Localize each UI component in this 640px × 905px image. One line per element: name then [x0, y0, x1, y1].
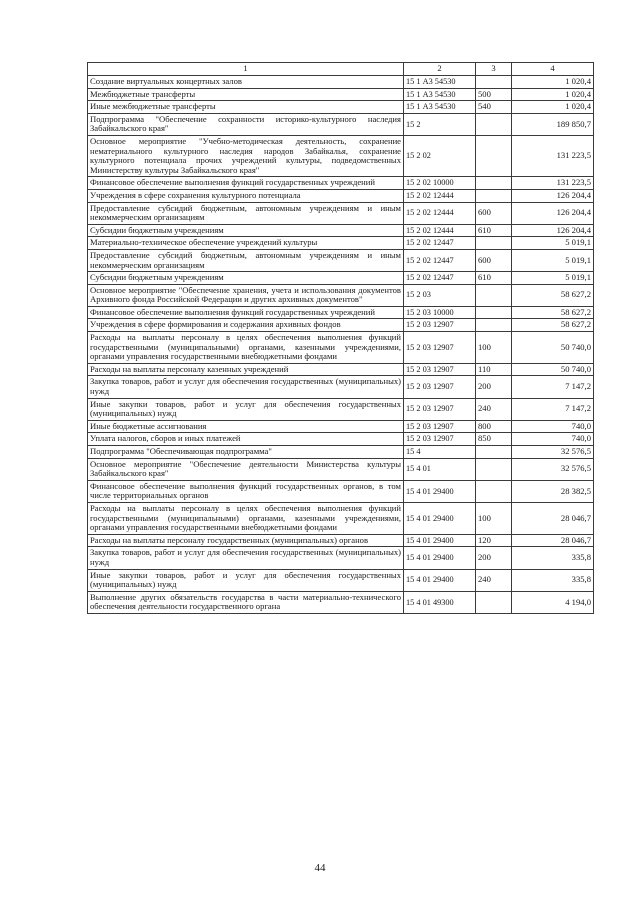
row-name-cell: Основное мероприятие "Обеспечение хранения, учета и использования документов Архивного фонда Российской Федерации и других архивных документов" — [88, 284, 404, 306]
row-expense-type-cell: 610 — [476, 272, 512, 285]
row-amount-cell: 5 019,1 — [512, 272, 594, 285]
row-expense-type-cell — [476, 76, 512, 89]
row-amount-cell: 1 020,4 — [512, 101, 594, 114]
row-name-cell: Предоставление субсидий бюджетным, автономным учреждениям и иным некоммерческим организациям — [88, 202, 404, 224]
table-row — [88, 569, 594, 591]
row-code-cell: 15 2 02 12444 — [404, 202, 476, 224]
table-row — [88, 88, 594, 101]
row-name-cell: Финансовое обеспечение выполнения функций государственных органов, в том числе территориальных органов — [88, 480, 404, 502]
row-code-cell: 15 2 02 12447 — [404, 249, 476, 271]
budget-table-body — [88, 63, 594, 614]
table-row — [88, 376, 594, 398]
header-col-name: 1 — [88, 63, 404, 76]
table-row — [88, 398, 594, 420]
row-code-cell: 15 2 03 12907 — [404, 332, 476, 364]
table-row — [88, 446, 594, 459]
row-expense-type-cell — [476, 284, 512, 306]
row-amount-cell: 58 627,2 — [512, 284, 594, 306]
row-code-cell: 15 2 03 12907 — [404, 363, 476, 376]
row-code-cell: 15 2 02 — [404, 135, 476, 176]
table-row — [88, 224, 594, 237]
row-code-cell: 15 4 01 49300 — [404, 591, 476, 613]
row-name-cell: Иные закупки товаров, работ и услуг для обеспечения государственных (муниципальных) нужд — [88, 398, 404, 420]
row-expense-type-cell: 240 — [476, 569, 512, 591]
row-amount-cell: 126 204,4 — [512, 224, 594, 237]
row-code-cell: 15 1 А3 54530 — [404, 76, 476, 89]
row-expense-type-cell — [476, 458, 512, 480]
row-name-cell: Субсидии бюджетным учреждениям — [88, 224, 404, 237]
row-code-cell: 15 4 01 29400 — [404, 534, 476, 547]
row-name-cell: Финансовое обеспечение выполнения функций государственных учреждений — [88, 306, 404, 319]
row-code-cell: 15 4 01 29400 — [404, 547, 476, 569]
row-expense-type-cell: 100 — [476, 332, 512, 364]
header-col-vr: 3 — [476, 63, 512, 76]
row-expense-type-cell — [476, 591, 512, 613]
row-amount-cell: 126 204,4 — [512, 202, 594, 224]
row-expense-type-cell: 200 — [476, 376, 512, 398]
row-amount-cell: 58 627,2 — [512, 306, 594, 319]
table-row — [88, 189, 594, 202]
row-expense-type-cell — [476, 480, 512, 502]
row-amount-cell: 335,8 — [512, 547, 594, 569]
row-name-cell: Межбюджетные трансферты — [88, 88, 404, 101]
row-amount-cell: 189 850,7 — [512, 113, 594, 135]
row-amount-cell: 7 147,2 — [512, 376, 594, 398]
row-code-cell: 15 4 01 29400 — [404, 502, 476, 534]
row-expense-type-cell: 850 — [476, 433, 512, 446]
row-name-cell: Иные бюджетные ассигнования — [88, 420, 404, 433]
row-expense-type-cell — [476, 113, 512, 135]
row-amount-cell: 7 147,2 — [512, 398, 594, 420]
row-amount-cell: 32 576,5 — [512, 458, 594, 480]
row-amount-cell: 28 046,7 — [512, 534, 594, 547]
row-expense-type-cell: 540 — [476, 101, 512, 114]
table-row — [88, 177, 594, 190]
table-row — [88, 363, 594, 376]
row-amount-cell: 5 019,1 — [512, 249, 594, 271]
table-row — [88, 332, 594, 364]
row-expense-type-cell — [476, 237, 512, 250]
row-name-cell: Основное мероприятие "Учебно-методическая деятельность, сохранение нематериального культурного наследия народов Забайкалья, сохранение культурного потенциала прочих учреждений культуры, подведомственных Министерству культуры Забайкальского края" — [88, 135, 404, 176]
table-row — [88, 237, 594, 250]
row-amount-cell: 1 020,4 — [512, 88, 594, 101]
row-expense-type-cell: 500 — [476, 88, 512, 101]
table-row — [88, 306, 594, 319]
row-name-cell: Материально-техническое обеспечение учреждений культуры — [88, 237, 404, 250]
row-name-cell: Финансовое обеспечение выполнения функций государственных учреждений — [88, 177, 404, 190]
row-code-cell: 15 4 01 29400 — [404, 480, 476, 502]
row-amount-cell: 28 046,7 — [512, 502, 594, 534]
table-row — [88, 101, 594, 114]
row-amount-cell: 131 223,5 — [512, 177, 594, 190]
row-amount-cell: 126 204,4 — [512, 189, 594, 202]
row-code-cell: 15 2 03 12907 — [404, 398, 476, 420]
row-amount-cell: 4 194,0 — [512, 591, 594, 613]
table-row — [88, 420, 594, 433]
row-expense-type-cell — [476, 135, 512, 176]
table-row — [88, 433, 594, 446]
row-amount-cell: 28 382,5 — [512, 480, 594, 502]
row-code-cell: 15 2 02 12444 — [404, 189, 476, 202]
row-name-cell: Учреждения в сфере формирования и содержания архивных фондов — [88, 319, 404, 332]
budget-table — [87, 62, 594, 614]
row-name-cell: Предоставление субсидий бюджетным, автономным учреждениям и иным некоммерческим организациям — [88, 249, 404, 271]
row-expense-type-cell: 610 — [476, 224, 512, 237]
row-code-cell: 15 4 — [404, 446, 476, 459]
table-row — [88, 284, 594, 306]
table-row — [88, 319, 594, 332]
row-code-cell: 15 2 02 10000 — [404, 177, 476, 190]
row-amount-cell: 131 223,5 — [512, 135, 594, 176]
table-row — [88, 272, 594, 285]
row-code-cell: 15 2 02 12447 — [404, 237, 476, 250]
row-code-cell: 15 1 А3 54530 — [404, 88, 476, 101]
row-code-cell: 15 4 01 — [404, 458, 476, 480]
row-code-cell: 15 4 01 29400 — [404, 569, 476, 591]
row-expense-type-cell — [476, 306, 512, 319]
header-col-sum: 4 — [512, 63, 594, 76]
row-code-cell: 15 2 03 12907 — [404, 319, 476, 332]
row-code-cell: 15 2 03 12907 — [404, 376, 476, 398]
page-number: 44 — [314, 862, 326, 874]
row-name-cell: Расходы на выплаты персоналу казенных учреждений — [88, 363, 404, 376]
row-name-cell: Создание виртуальных концертных залов — [88, 76, 404, 89]
row-expense-type-cell — [476, 189, 512, 202]
row-name-cell: Выполнение других обязательств государства в части материально-технического обеспечения деятельности государственного органа — [88, 591, 404, 613]
table-header-row — [88, 63, 594, 76]
table-row — [88, 113, 594, 135]
row-name-cell: Закупка товаров, работ и услуг для обеспечения государственных (муниципальных) нужд — [88, 547, 404, 569]
row-amount-cell: 58 627,2 — [512, 319, 594, 332]
row-name-cell: Основное мероприятие "Обеспечение деятельности Министерства культуры Забайкальского края" — [88, 458, 404, 480]
row-expense-type-cell: 240 — [476, 398, 512, 420]
table-row — [88, 534, 594, 547]
table-row — [88, 480, 594, 502]
row-code-cell: 15 2 03 12907 — [404, 420, 476, 433]
row-name-cell: Подпрограмма "Обеспечивающая подпрограмма" — [88, 446, 404, 459]
row-code-cell: 15 1 А3 54530 — [404, 101, 476, 114]
row-code-cell: 15 2 02 12444 — [404, 224, 476, 237]
table-row — [88, 502, 594, 534]
row-name-cell: Расходы на выплаты персоналу в целях обеспечения выполнения функций государственными (муниципальными) органами, казенными учреждениями, органами управления государственными внебюджетными фондами — [88, 502, 404, 534]
row-amount-cell: 1 020,4 — [512, 76, 594, 89]
row-expense-type-cell: 600 — [476, 202, 512, 224]
table-row — [88, 202, 594, 224]
row-expense-type-cell: 200 — [476, 547, 512, 569]
table-row — [88, 591, 594, 613]
table-row — [88, 458, 594, 480]
row-amount-cell: 740,0 — [512, 433, 594, 446]
row-amount-cell: 740,0 — [512, 420, 594, 433]
header-col-code: 2 — [404, 63, 476, 76]
row-name-cell: Закупка товаров, работ и услуг для обеспечения государственных (муниципальных) нужд — [88, 376, 404, 398]
row-amount-cell: 335,8 — [512, 569, 594, 591]
row-amount-cell: 32 576,5 — [512, 446, 594, 459]
table-row — [88, 76, 594, 89]
row-amount-cell: 5 019,1 — [512, 237, 594, 250]
table-row — [88, 249, 594, 271]
row-name-cell: Расходы на выплаты персоналу государственных (муниципальных) органов — [88, 534, 404, 547]
row-name-cell: Уплата налогов, сборов и иных платежей — [88, 433, 404, 446]
row-code-cell: 15 2 03 10000 — [404, 306, 476, 319]
row-code-cell: 15 2 02 12447 — [404, 272, 476, 285]
row-name-cell: Подпрограмма "Обеспечение сохранности историко-культурного наследия Забайкальского края" — [88, 113, 404, 135]
row-code-cell: 15 2 03 12907 — [404, 433, 476, 446]
row-code-cell: 15 2 — [404, 113, 476, 135]
row-expense-type-cell — [476, 177, 512, 190]
row-name-cell: Расходы на выплаты персоналу в целях обеспечения выполнения функций государственными (муниципальными) органами, казенными учреждениями, органами управления государственными внебюджетными фондами — [88, 332, 404, 364]
row-amount-cell: 50 740,0 — [512, 332, 594, 364]
row-name-cell: Учреждения в сфере сохранения культурного потенциала — [88, 189, 404, 202]
row-name-cell: Иные закупки товаров, работ и услуг для обеспечения государственных (муниципальных) нужд — [88, 569, 404, 591]
row-expense-type-cell: 600 — [476, 249, 512, 271]
row-expense-type-cell: 110 — [476, 363, 512, 376]
row-name-cell: Иные межбюджетные трансферты — [88, 101, 404, 114]
row-expense-type-cell: 800 — [476, 420, 512, 433]
row-expense-type-cell — [476, 319, 512, 332]
table-row — [88, 135, 594, 176]
table-row — [88, 547, 594, 569]
row-expense-type-cell: 100 — [476, 502, 512, 534]
row-expense-type-cell: 120 — [476, 534, 512, 547]
row-expense-type-cell — [476, 446, 512, 459]
row-amount-cell: 50 740,0 — [512, 363, 594, 376]
row-name-cell: Субсидии бюджетным учреждениям — [88, 272, 404, 285]
row-code-cell: 15 2 03 — [404, 284, 476, 306]
